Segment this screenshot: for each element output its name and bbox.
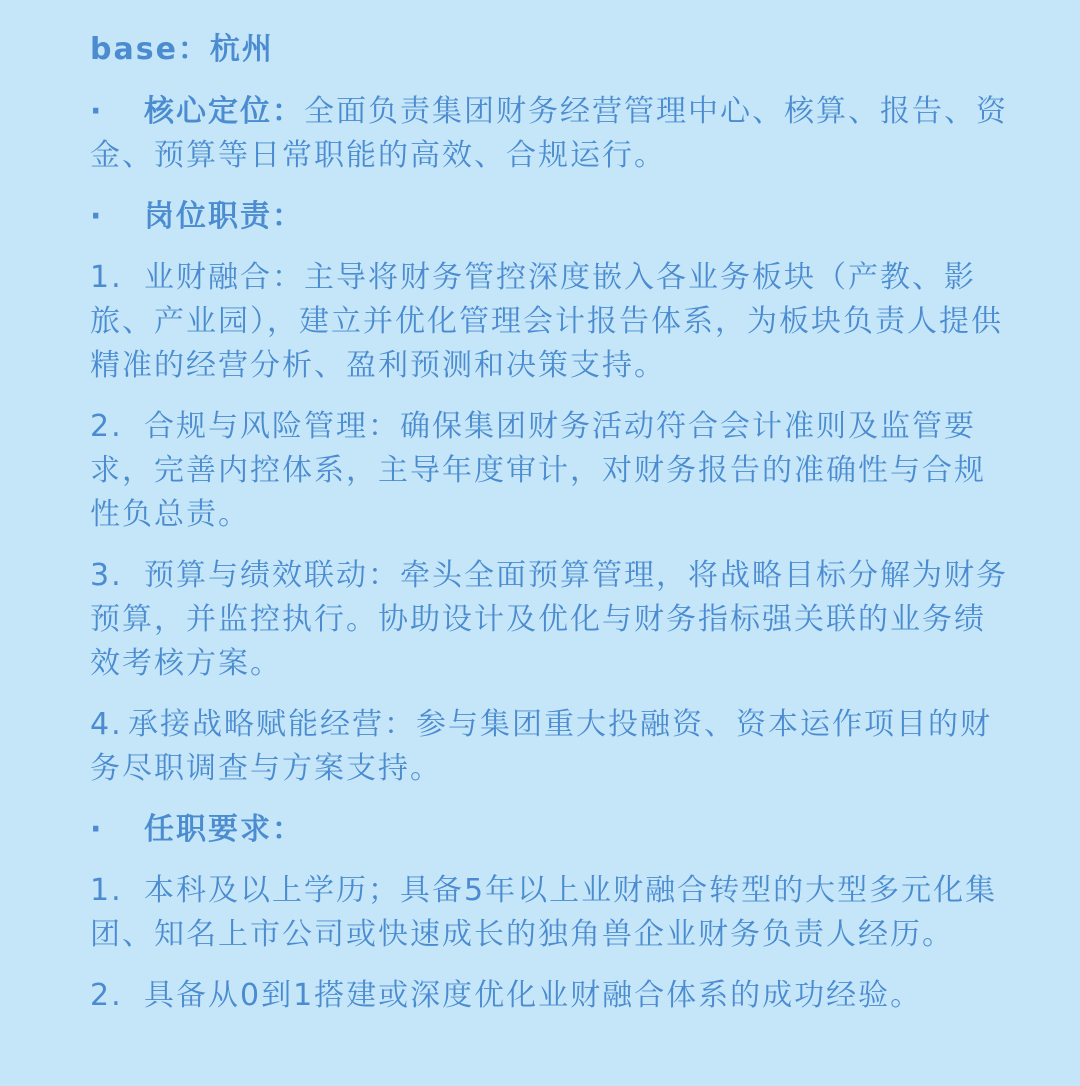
duty-item-text: 预算与绩效联动：牵头全面预算管理，将战略目标分解为财务预算，并监控执行。协助设计及优化与财务指标强关联的业务绩效考核方案。 xyxy=(90,558,1008,681)
bullet-dot: · xyxy=(90,199,104,234)
requirement-item-number: 1. xyxy=(90,873,123,908)
duty-item-number: 2. xyxy=(90,409,123,444)
requirements-heading xyxy=(90,808,1010,852)
core-positioning xyxy=(90,90,1010,178)
core-positioning-text: 全面负责集团财务经营管理中心、核算、报告、资金、预算等日常职能的高效、合规运行。 xyxy=(90,94,1008,173)
requirement-item-number: 2. xyxy=(90,978,123,1013)
bullet-dot: · xyxy=(90,812,104,847)
duty-item xyxy=(90,703,1010,791)
duties-heading xyxy=(90,195,1010,239)
duty-item-number: 1. xyxy=(90,260,123,295)
duty-item-number: 3. xyxy=(90,558,123,593)
requirement-item-text: 具备从0到1搭建或深度优化业财融合体系的成功经验。 xyxy=(144,978,923,1013)
duty-item xyxy=(90,554,1010,686)
requirement-item xyxy=(90,869,1010,957)
requirements-heading-label: 任职要求： xyxy=(144,812,304,847)
duties-heading-label: 岗位职责： xyxy=(144,199,304,234)
requirement-item xyxy=(90,974,1010,1018)
duty-item-text: 承接战略赋能经营：参与集团重大投融资、资本运作项目的财务尽职调查与方案支持。 xyxy=(90,707,992,786)
duty-item-text: 业财融合：主导将财务管控深度嵌入各业务板块（产教、影旅、产业园），建立并优化管理会计报告体系，为板块负责人提供精准的经营分析、盈利预测和决策支持。 xyxy=(90,260,1003,383)
bullet-dot: · xyxy=(90,94,104,129)
requirement-item-text: 本科及以上学历；具备5年以上业财融合转型的大型多元化集团、知名上市公司或快速成长的独角兽企业财务负责人经历。 xyxy=(90,873,998,952)
duty-item xyxy=(90,405,1010,537)
duty-item-number: 4. xyxy=(90,707,123,742)
duty-item xyxy=(90,256,1010,388)
base-location: base：杭州 xyxy=(90,32,274,67)
core-positioning-label: 核心定位： xyxy=(144,94,304,129)
duty-item-text: 合规与风险管理：确保集团财务活动符合会计准则及监管要求，完善内控体系，主导年度审计，对财务报告的准确性与合规性负总责。 xyxy=(90,409,986,532)
